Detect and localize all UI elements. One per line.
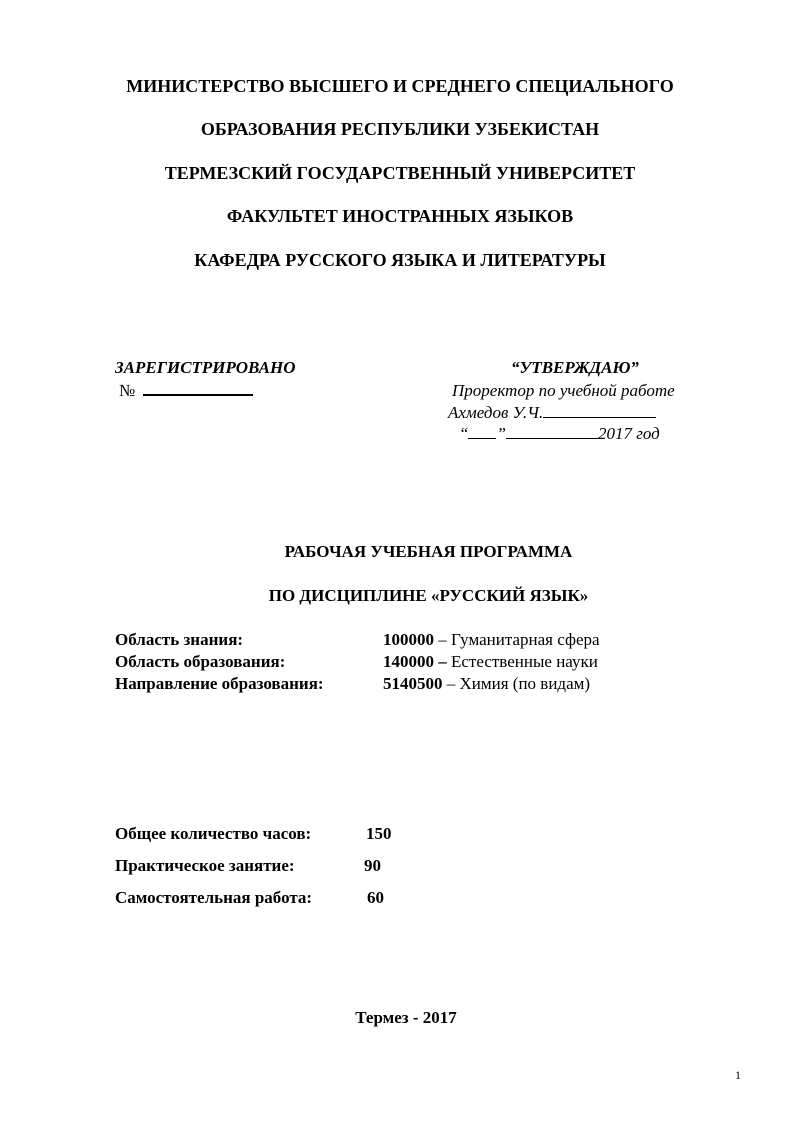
discipline-title: ПО ДИСЦИПЛИНЕ «РУССКИЙ ЯЗЫК» (268, 586, 589, 605)
field-row (115, 652, 598, 672)
field-separator: – (442, 674, 460, 693)
approve-label: “УТВЕРЖДАЮ” (511, 358, 639, 377)
field-code: 5140500 (383, 674, 443, 693)
field-value: Химия (по видам) (459, 674, 591, 693)
field-label: Направление образования: (115, 674, 324, 693)
field-label: Область образования: (115, 652, 286, 671)
hours-row (115, 856, 381, 876)
ministry-line-2: ОБРАЗОВАНИЯ РЕСПУБЛИКИ УЗБЕКИСТАН (200, 119, 600, 139)
approver-name: Ахмедов У.Ч. (448, 403, 544, 422)
faculty-name: ФАКУЛЬТЕТ ИНОСТРАННЫХ ЯЗЫКОВ (226, 206, 574, 226)
registered-label: ЗАРЕГИСТРИРОВАНО (115, 358, 296, 377)
date-close-quote: ” (496, 424, 506, 443)
university-name: ТЕРМЕЗСКИЙ ГОСУДАРСТВЕННЫЙ УНИВЕРСИТЕТ (164, 163, 636, 183)
approver-position: Проректор по учебной работе (452, 381, 675, 400)
field-value: Естественные науки (451, 652, 598, 671)
hours-value: 60 (367, 888, 384, 907)
month-blank-line (506, 437, 598, 439)
field-code: 100000 (383, 630, 434, 649)
day-blank-line (468, 437, 496, 439)
hours-label: Самостоятельная работа: (115, 888, 313, 907)
hours-label: Практическое занятие: (115, 856, 295, 875)
field-value: Гуманитарная сфера (451, 630, 600, 649)
department-name: КАФЕДРА РУССКОГО ЯЗЫКА И ЛИТЕРАТУРЫ (194, 250, 606, 270)
number-blank-line (143, 393, 253, 396)
hours-label: Общее количество часов: (115, 824, 312, 843)
approval-date (459, 424, 660, 444)
number-sign: № (119, 381, 136, 400)
approver-name-line (448, 403, 656, 423)
program-title: РАБОЧАЯ УЧЕБНАЯ ПРОГРАММА (284, 542, 573, 561)
field-code: 140000 – (383, 652, 447, 671)
ministry-line-1: МИНИСТЕРСТВО ВЫСШЕГО И СРЕДНЕГО СПЕЦИАЛЬНОГО (126, 76, 674, 96)
field-label: Область знания: (115, 630, 244, 649)
hours-value: 90 (364, 856, 381, 875)
page-number: 1 (735, 1068, 741, 1082)
date-open-quote: “ (459, 424, 469, 443)
registration-number (119, 381, 253, 401)
hours-row (115, 888, 384, 908)
hours-value: 150 (366, 824, 392, 843)
field-separator: – (434, 630, 451, 649)
field-row (115, 674, 590, 694)
field-row (115, 630, 600, 650)
hours-row (115, 824, 392, 844)
approval-year: 2017 год (597, 424, 660, 443)
city-year: Термез - 2017 (355, 1008, 457, 1027)
signature-blank-line (543, 416, 656, 418)
